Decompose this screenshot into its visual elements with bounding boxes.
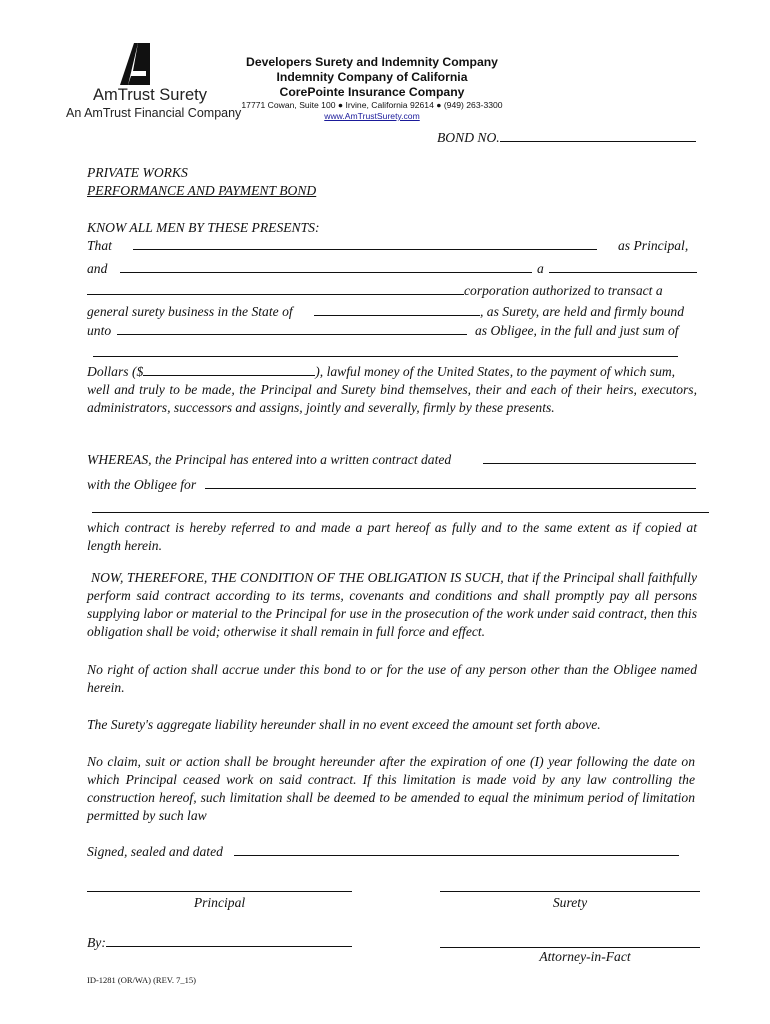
as-obligee-text: as Obligee, in the full and just sum of xyxy=(475,323,679,338)
attorney-in-fact-label: Attorney-in-Fact xyxy=(539,949,631,964)
brand-name: AmTrust Surety xyxy=(93,86,207,104)
with-obligee-label: with the Obligee for xyxy=(87,477,197,492)
as-surety-text: , as Surety, are held and firmly bound xyxy=(480,304,685,319)
aggregate-liability-paragraph: The Surety's aggregate liability hereunder shall in no event exceed the amount set forth above. xyxy=(87,717,601,732)
state-field[interactable] xyxy=(314,303,480,316)
form-title-2: PERFORMANCE AND PAYMENT BOND xyxy=(87,183,317,198)
corporation-field[interactable] xyxy=(87,282,464,295)
and-label: and xyxy=(87,261,108,276)
corporation-text: corporation authorized to transact a xyxy=(464,283,663,298)
company-name-2: Indemnity Company of California xyxy=(276,70,468,84)
surety-label: Surety xyxy=(552,895,588,910)
that-label: That xyxy=(87,238,112,253)
company-name-1: Developers Surety and Indemnity Company xyxy=(246,55,498,69)
no-claim-paragraph: No claim, suit or action shall be brought hereunder after the expiration of one (I) year following the date on which Principal ceased work on said contract. If this limitation is made void by any law controlling the construction hereof, such limitation shall be deemed to be amended to equal the minimum period of limitation permitted by such law xyxy=(87,754,695,823)
company-name-3: CorePointe Insurance Company xyxy=(279,85,465,99)
amtrust-logo-icon xyxy=(120,43,164,85)
signed-sealed-label: Signed, sealed and dated xyxy=(87,844,223,859)
sum-words-field[interactable] xyxy=(93,356,678,357)
as-principal-label: as Principal, xyxy=(618,238,689,253)
by-label: By: xyxy=(87,935,106,950)
company-address: 17771 Cowan, Suite 100 ● Irvine, California 92614 ● (949) 263-3300 xyxy=(241,100,503,110)
whereas-text: WHEREAS, the Principal has entered into a written contract dated xyxy=(87,452,452,467)
now-therefore-paragraph: NOW, THEREFORE, THE CONDITION OF THE OBLIGATION IS SUCH, that if the Principal shall faithfully perform said contract according to its terms, covenants and conditions and shall promptly pay all persons supplying labor or material to the Principal for use in the prosecution of the work under said contract, then this obligation shall be void; otherwise it shall remain in full force and effect. xyxy=(87,570,697,639)
dollar-amount-field[interactable] xyxy=(143,363,315,376)
surety-signature-field[interactable] xyxy=(440,891,700,892)
contract-description-field[interactable] xyxy=(205,476,696,489)
binding-paragraph: well and truly to be made, the Principal and Surety bind themselves, their and each of their heirs, executors, administrators, successors and assigns, jointly and severally, firmly by these presents. xyxy=(87,382,697,415)
brand-tagline: An AmTrust Financial Company xyxy=(66,106,242,120)
principal-name-field[interactable] xyxy=(133,237,597,250)
which-contract-paragraph: which contract is hereby referred to and made a part hereof as fully and to the same extent as if copied at length herein. xyxy=(87,520,697,553)
form-title-1: PRIVATE WORKS xyxy=(87,165,188,180)
bond-number-label: BOND NO. xyxy=(437,130,500,145)
know-all-men: KNOW ALL MEN BY THESE PRESENTS: xyxy=(87,220,320,235)
contract-description-field-2[interactable] xyxy=(92,512,709,513)
dollars-rest-text: ), lawful money of the United States, to the payment of which sum, xyxy=(315,364,676,379)
dollars-label: Dollars ($ xyxy=(87,364,144,379)
obligee-field[interactable] xyxy=(117,322,467,335)
corporation-state-field[interactable] xyxy=(549,260,697,273)
bond-number-field[interactable] xyxy=(500,129,696,142)
website-link[interactable]: www.AmTrustSurety.com xyxy=(324,111,420,121)
bond-number-line xyxy=(437,129,696,147)
surety-name-field[interactable] xyxy=(120,260,532,273)
form-id-footer: ID-1281 (OR/WA) (REV. 7_15) xyxy=(87,975,196,985)
general-surety-text: general surety business in the State of xyxy=(87,304,293,319)
no-right-paragraph: No right of action shall accrue under this bond to or for the use of any person other than the Obligee named herein. xyxy=(87,662,697,695)
unto-label: unto xyxy=(87,323,112,338)
dollars-line xyxy=(87,363,675,381)
signed-date-field[interactable] xyxy=(234,843,679,856)
a-label: a xyxy=(537,261,544,276)
principal-signature-field[interactable] xyxy=(87,891,352,892)
contract-date-field[interactable] xyxy=(483,451,696,464)
principal-label: Principal xyxy=(193,895,246,910)
by-signature-field[interactable] xyxy=(106,934,352,947)
